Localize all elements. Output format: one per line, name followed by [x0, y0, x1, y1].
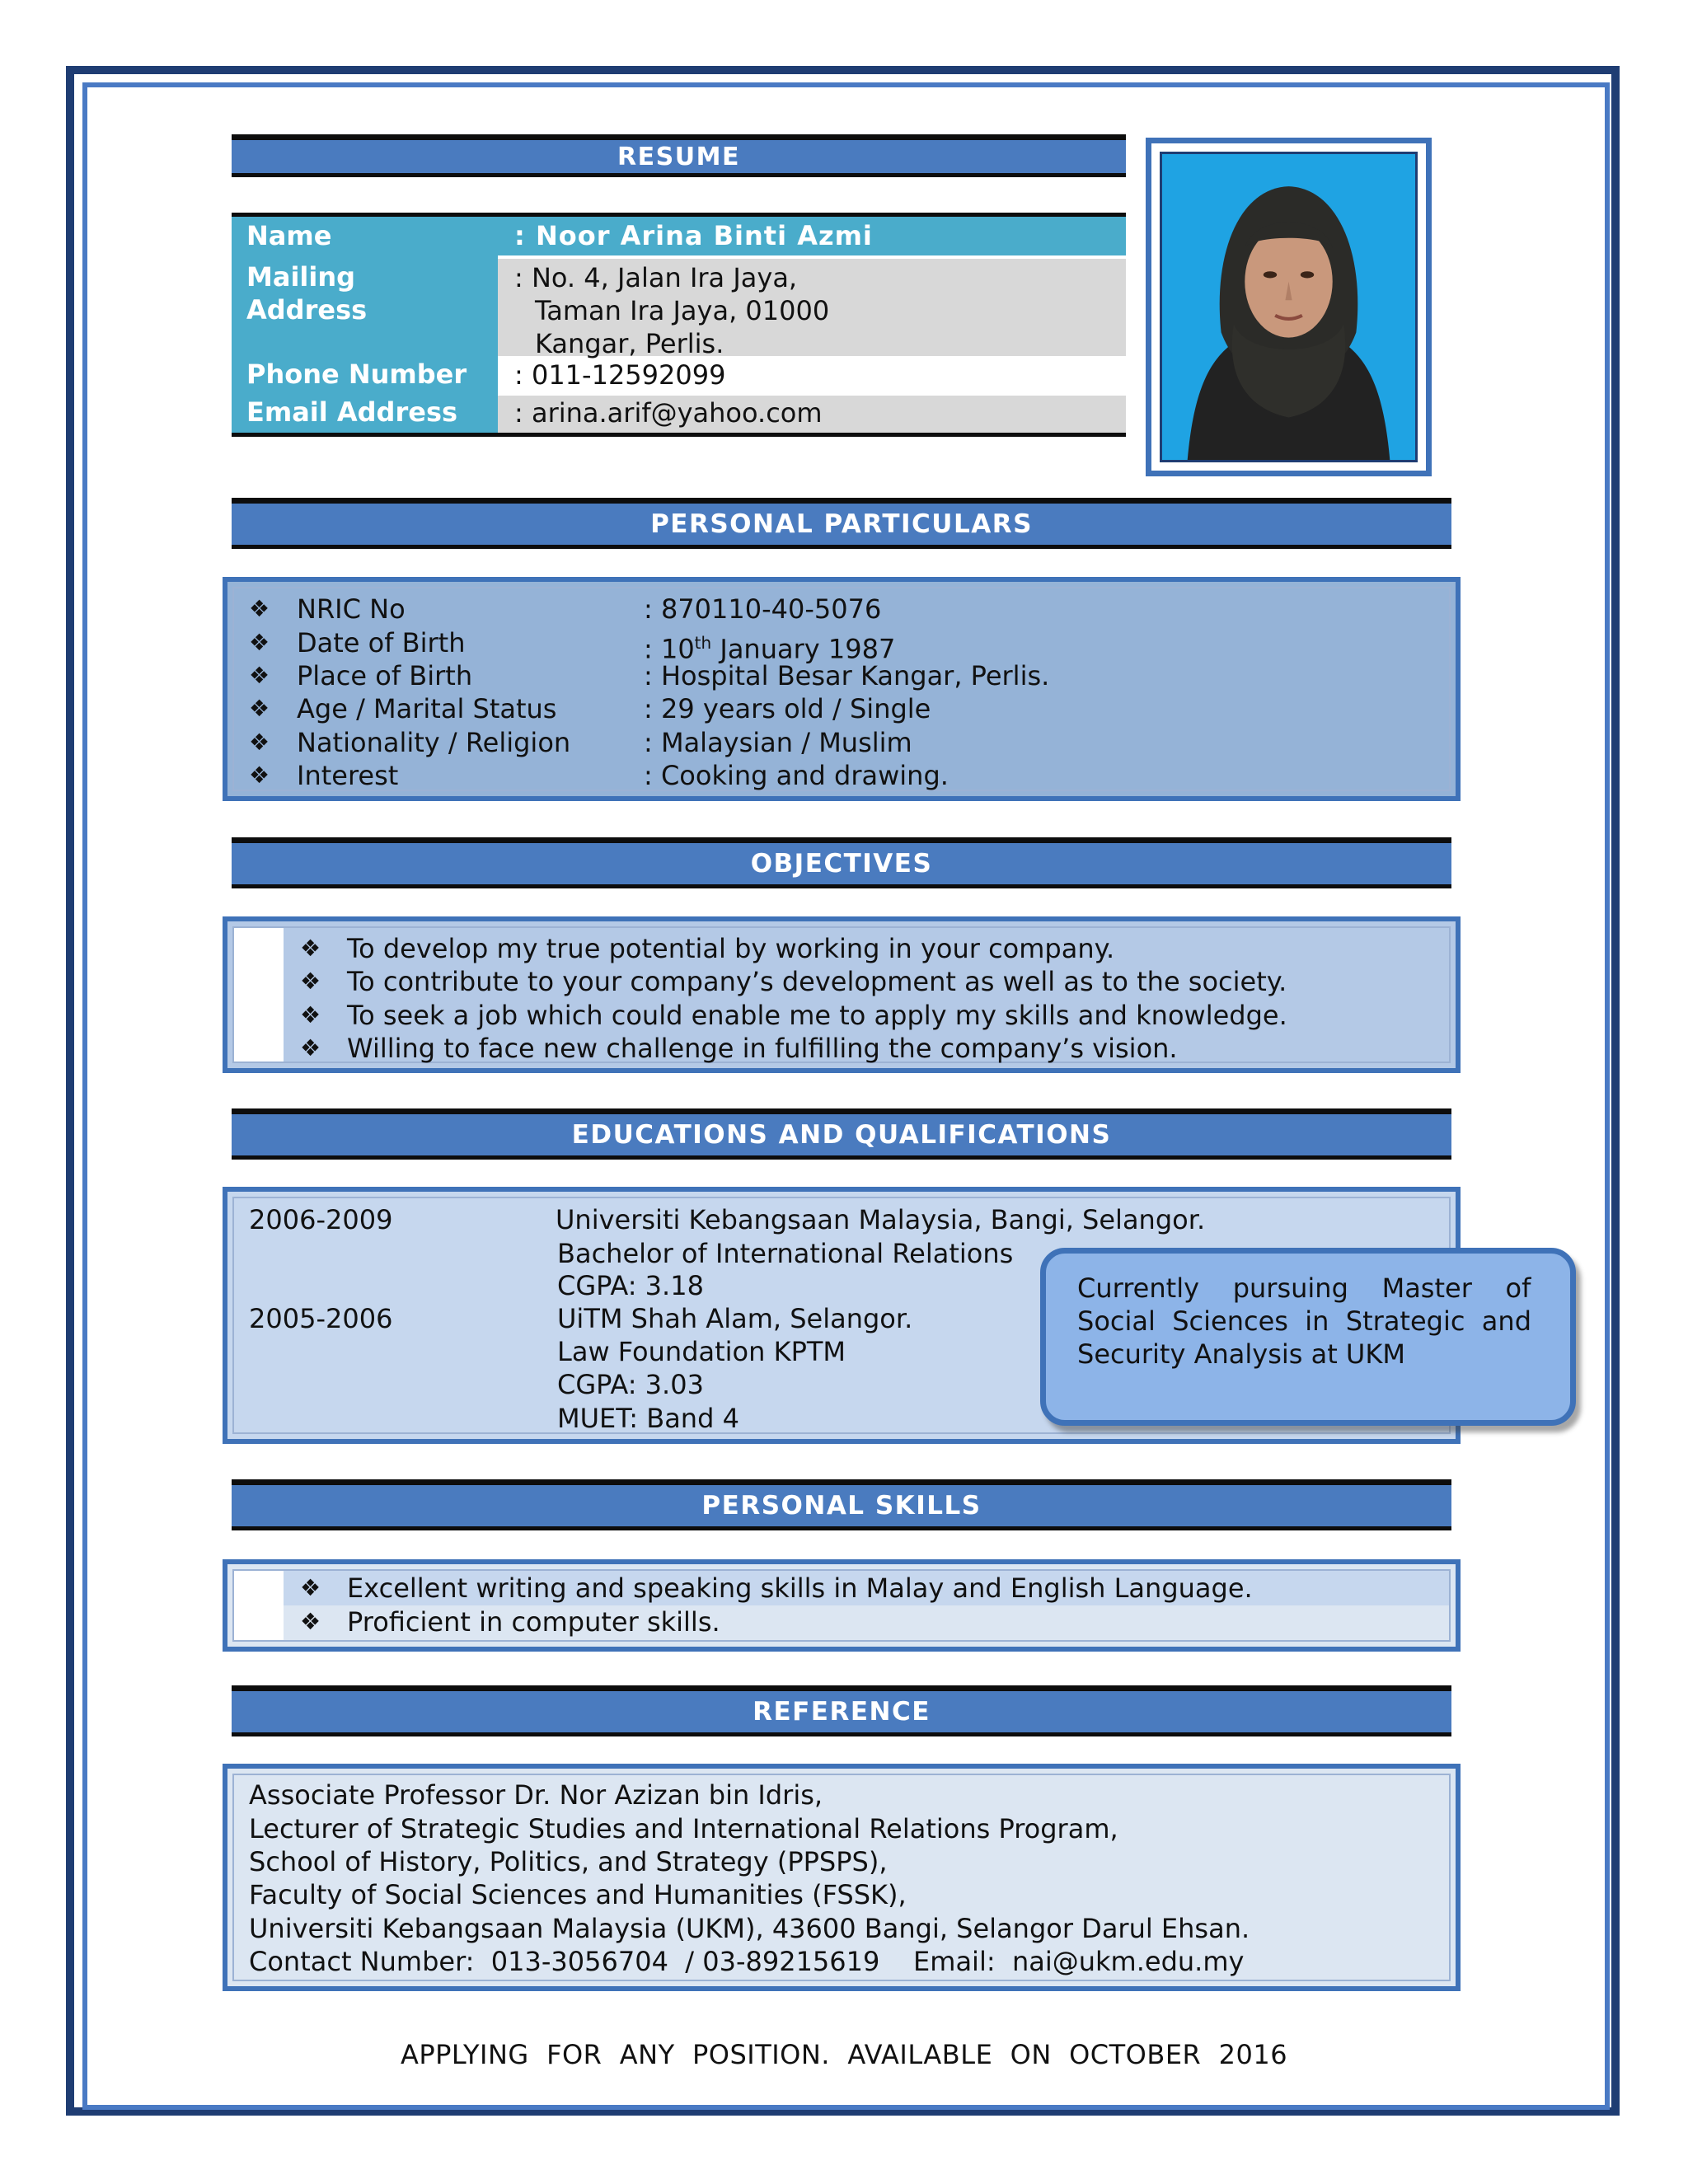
- education-line: MUET: Band 4: [557, 1403, 739, 1434]
- bullet-icon: ❖: [300, 1001, 321, 1029]
- masters-note-callout: [1040, 1248, 1576, 1426]
- education-line: Universiti Kebangsaan Malaysia, Bangi, Selangor.: [556, 1204, 1206, 1235]
- bullet-icon: ❖: [300, 1608, 321, 1635]
- bullet-icon: ❖: [300, 935, 321, 962]
- bullet-icon: ❖: [249, 629, 270, 656]
- interest-label: Interest: [297, 760, 399, 791]
- mailing-value-3: Kangar, Perlis.: [535, 328, 724, 359]
- skill-item: Excellent writing and speaking skills in Malay and English Language.: [347, 1572, 1253, 1604]
- bullet-icon: ❖: [300, 1034, 321, 1062]
- dob-suffix: th: [694, 633, 712, 653]
- masters-note-line: Security Analysis at UKM: [1077, 1338, 1405, 1370]
- reference-bar: [232, 1685, 1451, 1736]
- bullet-icon: ❖: [249, 662, 270, 689]
- objectives-bar: [232, 837, 1451, 888]
- email-label: Email Address: [246, 396, 458, 428]
- reference-line: Universiti Kebangsaan Malaysia (UKM), 43600 Bangi, Selangor Darul Ehsan.: [249, 1913, 1250, 1944]
- masters-note-line: Social Sciences in Strategic and: [1077, 1305, 1531, 1337]
- pob-label: Place of Birth: [297, 660, 473, 691]
- reference-line: School of History, Politics, and Strategy (PPSPS),: [249, 1846, 888, 1877]
- nric-value: : 870110-40-5076: [644, 593, 882, 625]
- bullet-icon: ❖: [300, 968, 321, 995]
- nric-label: NRIC No: [297, 593, 406, 625]
- skill-item: Proficient in computer skills.: [347, 1606, 720, 1638]
- bullet-icon: ❖: [249, 695, 270, 722]
- objectives-heading: OBJECTIVES: [750, 849, 933, 879]
- mailing-label-2: Address: [246, 294, 368, 326]
- reference-line: Associate Professor Dr. Nor Azizan bin Idris,: [249, 1779, 823, 1811]
- skills-left-gap: [234, 1571, 284, 1640]
- personal-skills-box: [223, 1559, 1461, 1652]
- name-value: : Noor Arina Binti Azmi: [514, 220, 873, 251]
- dob-rest: January 1987: [711, 633, 896, 665]
- personal-particulars-bar: [232, 498, 1451, 549]
- education-line: Bachelor of International Relations: [557, 1238, 1014, 1269]
- mailing-label-1: Mailing: [246, 261, 356, 293]
- email-value: : arina.arif@yahoo.com: [514, 397, 823, 429]
- education-bar: [232, 1108, 1451, 1160]
- info-table: [232, 213, 1126, 437]
- dob-label: Date of Birth: [297, 627, 466, 658]
- age-value: : 29 years old / Single: [644, 693, 931, 724]
- personal-skills-bar: [232, 1479, 1451, 1530]
- education-line: CGPA: 3.03: [557, 1369, 704, 1400]
- objectives-left-gap: [234, 928, 284, 1062]
- name-label: Name: [246, 220, 332, 251]
- reference-line: Faculty of Social Sciences and Humanities (FSSK),: [249, 1879, 907, 1910]
- objective-item: To seek a job which could enable me to apply my skills and knowledge.: [347, 1000, 1287, 1031]
- bullet-icon: ❖: [300, 1574, 321, 1601]
- age-label: Age / Marital Status: [297, 693, 557, 724]
- phone-value: : 011-12592099: [514, 359, 726, 391]
- education-year-1: 2006-2009: [249, 1204, 393, 1235]
- resume-title-bar: [232, 134, 1126, 177]
- masters-note-line: Currently pursuing Master of: [1077, 1272, 1531, 1304]
- reference-heading: REFERENCE: [753, 1697, 931, 1727]
- objective-item: To develop my true potential by working in your company.: [347, 933, 1115, 964]
- dob-day: : 10: [644, 633, 695, 665]
- mailing-value-1: : No. 4, Jalan Ira Jaya,: [514, 262, 798, 293]
- nationality-value: : Malaysian / Muslim: [644, 727, 912, 758]
- reference-line: Contact Number: 013-3056704 / 03-89215619 Email: nai@ukm.edu.my: [249, 1946, 1245, 1977]
- personal-particulars-heading: PERSONAL PARTICULARS: [650, 509, 1033, 539]
- nationality-label: Nationality / Religion: [297, 727, 571, 758]
- education-line: CGPA: 3.18: [557, 1270, 704, 1301]
- reference-line: Lecturer of Strategic Studies and International Relations Program,: [249, 1813, 1118, 1844]
- availability-footer: APPLYING FOR ANY POSITION. AVAILABLE ON OCTOBER 2016: [400, 2039, 1288, 2070]
- objective-item: Willing to face new challenge in fulfilling the company’s vision.: [347, 1033, 1178, 1064]
- education-line: Law Foundation KPTM: [557, 1336, 846, 1367]
- profile-photo: [1146, 138, 1432, 476]
- mailing-value-2: Taman Ira Jaya, 01000: [535, 295, 830, 326]
- portrait-illustration: [1162, 154, 1415, 460]
- education-year-2: 2005-2006: [249, 1303, 393, 1334]
- objectives-box: [223, 916, 1461, 1073]
- bullet-icon: ❖: [249, 762, 270, 789]
- pob-value: : Hospital Besar Kangar, Perlis.: [644, 660, 1050, 691]
- education-line: UiTM Shah Alam, Selangor.: [557, 1303, 913, 1334]
- personal-skills-heading: PERSONAL SKILLS: [701, 1491, 982, 1521]
- phone-label: Phone Number: [246, 359, 467, 390]
- interest-value: : Cooking and drawing.: [644, 760, 949, 791]
- reference-box: [223, 1764, 1461, 1991]
- bullet-icon: ❖: [249, 595, 270, 622]
- personal-particulars-box: [223, 577, 1461, 801]
- resume-title: RESUME: [617, 142, 740, 171]
- objective-item: To contribute to your company’s development as well as to the society.: [347, 966, 1287, 997]
- education-heading: EDUCATIONS AND QUALIFICATIONS: [571, 1120, 1112, 1150]
- bullet-icon: ❖: [249, 729, 270, 756]
